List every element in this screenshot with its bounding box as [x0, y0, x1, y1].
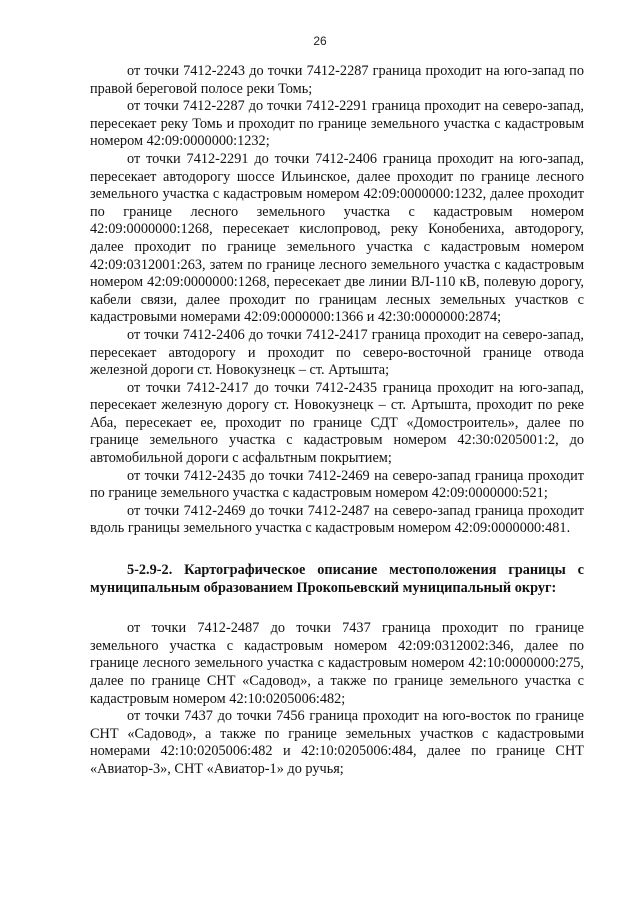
paragraph: от точки 7412-2487 до точки 7437 граница проходит по границе земельного участка с кадастровым номером 42:09:0312002:346, далее по границе лесного земельного участка с кадастровым номером 42:10:0000000:275, далее по границе СНТ «Садовод», а также по границе земельного участка с кадастровым номером 42:10:0205006:482;: [90, 620, 584, 707]
page-number: 26: [313, 34, 327, 48]
paragraph: от точки 7437 до точки 7456 граница проходит на юго-восток по границе СНТ «Садовод», а также по границе земельных участков с кадастровыми номерами 42:10:0205006:482 и 42:10:0205006:484, далее по границе СНТ «Авиатор-3», СНТ «Авиатор-1» до ручья;: [90, 708, 584, 777]
paragraph: от точки 7412-2435 до точки 7412-2469 на северо-запад граница проходит по границе земельного участка с кадастровым номером 42:09:0000000:521;: [90, 467, 584, 502]
document-body: [90, 63, 584, 779]
paragraph: от точки 7412-2469 до точки 7412-2487 на северо-запад граница проходит вдоль границы земельного участка с кадастровым номером 42:09:0000000:481.: [90, 502, 584, 537]
paragraph: от точки 7412-2287 до точки 7412-2291 граница проходит на северо-запад, пересекает реку Томь и проходит по границе земельного участка с кадастровым номером 42:09:0000000:1232;: [90, 98, 584, 150]
section-heading: 5-2.9-2. Картографическое описание местоположения границы с муниципальным образованием Прокопьевский муниципальный округ:: [90, 562, 584, 596]
paragraph: от точки 7412-2417 до точки 7412-2435 граница проходит на юго-запад, пересекает железную дорогу ст. Новокузнецк – ст. Артышта, проходит по реке Аба, пересекает ее, проходит по границе СДТ «Домостроитель», далее по границе земельного участка с кадастровым номером 42:30:0205001:2, до автомобильной дороги с асфальтным покрытием;: [90, 379, 584, 467]
paragraph: от точки 7412-2243 до точки 7412-2287 граница проходит на юго-запад по правой береговой полосе реки Томь;: [90, 63, 584, 97]
paragraph: от точки 7412-2291 до точки 7412-2406 граница проходит на юго-запад, пересекает автодорогу шоссе Ильинское, далее проходит по границе лесного земельного участка с кадастровым номером 42:09:0000000:1232, далее проходит по границе лесного земельного участка с кадастровым номером 42:09:0000000:1268, пересекает кислопровод, реку Конобениха, автодорогу, далее проходит по границе земельного участка с кадастровым номером 42:09:0312001:263, затем по границе лесного земельного участка с кадастровым номером 42:09:0000000:1268, пересекает две линии ВЛ-110 кВ, полевую дорогу, кабели связи, далее проходит по границам лесных земельных участков с кадастровыми номерами 42:09:0000000:1366 и 42:30:0000000:2874;: [90, 150, 584, 326]
paragraph: от точки 7412-2406 до точки 7412-2417 граница проходит на северо-запад, пересекает автодорогу и проходит по северо-восточной границе отвода железной дороги ст. Новокузнецк – ст. Артышта;: [90, 326, 584, 379]
